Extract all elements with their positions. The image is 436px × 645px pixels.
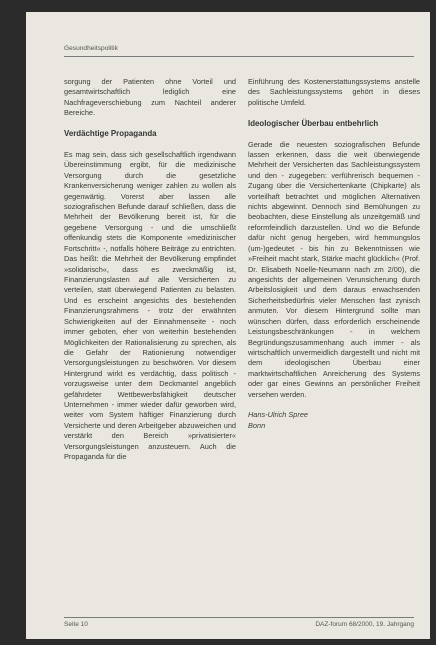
- section-header: Gesundheitspolitik: [64, 45, 118, 52]
- author-name: Hans-Ulrich Spree: [248, 410, 308, 420]
- publication-info: DAZ-forum 68/2000, 19. Jahrgang: [315, 621, 414, 628]
- header-rule: [64, 56, 414, 57]
- left-column: [64, 77, 236, 463]
- section-heading-ueberbau: Ideologischer Überbau entbehrlich: [248, 118, 379, 128]
- section-heading-propaganda: Verdächtige Propaganda: [64, 129, 157, 139]
- page-number: Seite 10: [64, 621, 88, 628]
- page-sheet: [26, 12, 430, 639]
- author-city: Bonn: [248, 420, 266, 430]
- right-intro-text: Einführung des Kostenerstattungssystems anstelle des Sachleistungssystems gehört in dieses politische Umfeld.: [248, 77, 420, 107]
- right-body-paragraph: Gerade die neuesten soziografischen Befunde lassen erkennen, dass die weit überwiegende Mehrheit der Versicherten das Sachleistungssystem und den - zugegeben: verführerisch bequemen - Zugang über die Versichertenkarte (Chipkarte) als vorteilhaft betrachtet und möglichen Alternativen nichts abgewinnt. Dennoch sind Bemühungen zu beobachten, diese Einstellung als unzeitgemäß und reformfeindlich darzustellen. Und wo die Befunde dafür nicht genug hergeben, wird hemmungslos (um-)gedeutet - bis hin zu Bekenntnissen wie »Freiheit macht stark, Stärke macht glücklich« (Prof. Dr. Elisabeth Noelle-Neumann nach zm 2/00), die angesichts der allgemeinen Verunsicherung durch Arbeitslosigkeit und dem daraus erwachsenden Sicherheitsbedürfnis vieler Menschen fast zynisch anmuten. Vor diesem Hintergrund sollte man wünschen dürfen, dass erforderlich erscheinende Leistungsbeschränkungen - in welchem Begründungszusammenhang auch immer - als wirtschaftlich unvermeidlich dargestellt und nicht mit dem ideologischen Überbau einer marktwirtschaftlichen Anreicherung des Systems oder gar eines Gewinns an persönlicher Freiheit versehen werden.: [248, 139, 420, 399]
- left-intro-text: sorgung der Patienten ohne Vorteil und gesamtwirtschaftlich lediglich eine Nachfrageverschiebung zum Nachteil anderer Bereiche.: [64, 77, 236, 118]
- left-body-paragraph: Es mag sein, dass sich gesellschaftlich irgendwann Übereinstimmung ergibt, für die medizinische Versorgung durch die gesetzliche Krankenversicherung weniger zahlen zu wollen als gegenwärtig. Vorerst aber lassen alle soziografischen Befunde darauf schließen, dass die Mehrheit der Bevölkerung bereit ist, für die gegebene Versorgung - und die umschließt offenkundig stets die Komponente »medizinischer Fortschritt« -, notfalls höhere Beiträge zu entrichten. Das heißt: die Mehrheit der Bevölkerung empfindet »solidarisch«, dass es zweckmäßig ist, Finanzierungslasten auf alle Versicherten zu verteilen, statt überwiegend Patienten zu belasten. Und es erscheint angesichts des bestehenden Finanzierungsrahmens - trotz der erwähnten Schwierigkeiten auf der Einnahmenseite - noch immer geboten, eher von weiterhin bestehenden Möglichkeiten der Rationalisierung zu sprechen, als die Gefahr der Rationierung notwendiger Versorgungsleistungen zu beschwören. Vor diesem Hintergrund wirkt es verdächtig, dass politisch - vorzugsweise unter dem Deckmantel angeblich gefährdeter Wettbewerbsfähigkeit deutscher Unternehmen - immer wieder dafür geworben wird, weiter vom System häftiger Finanzierung durch Versicherte und deren Arbeitgeber abzuweichen und verstärkt den Bereich »privatisierter« Versorgungsleistungen anzusteuern. Auch die Propaganda für die: [64, 149, 236, 462]
- footer-rule: [64, 617, 414, 618]
- right-column: [248, 77, 420, 431]
